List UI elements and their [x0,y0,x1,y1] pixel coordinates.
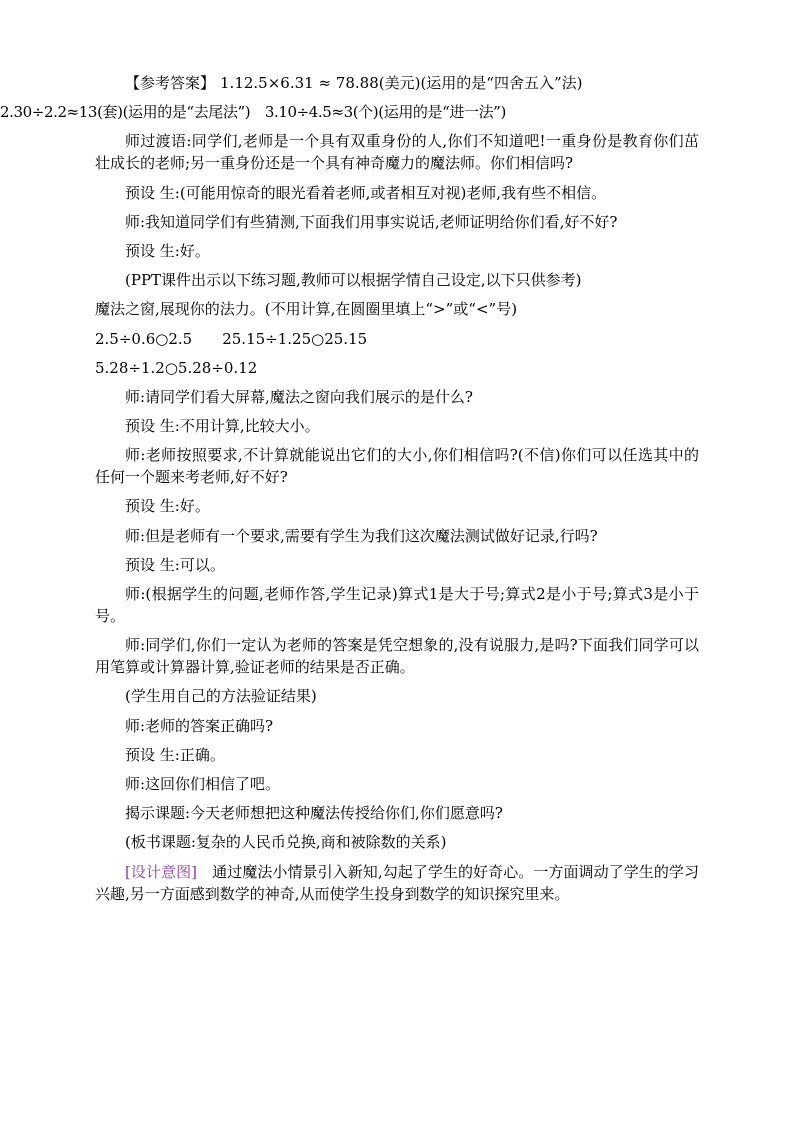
paragraph-teacher-7: 师:老师的答案正确吗? [125,716,274,735]
paragraph-ppt-note: (PPT课件出示以下练习题,教师可以根据学情自己设定,以下只供参考) [125,271,582,290]
document-body [0,72,699,912]
exercise-row-2: 5.28÷1.2○5.28÷0.12 [95,358,258,377]
paragraph-transition: 师过渡语:同学们,老师是一个具有双重身份的人,你们不知道吧!一重身份是教育你们茁壮成长的老师;另一重身份还是一个具有神奇魔力的魔法师。你们相信吗? [95,132,699,173]
paragraph-preset-6: 预设 生:正确。 [125,745,225,764]
paragraph-teacher-1: 师:我知道同学们有些猜测,下面我们用事实说话,老师证明给你们看,好不好? [125,212,618,231]
paragraph-preset-3: 预设 生:不用计算,比较大小。 [125,417,320,436]
paragraph-teacher-3: 师:老师按照要求,不计算就能说出它们的大小,你们相信吗?(不信)你们可以任选其中的任何一个题来考老师,好不好? [95,446,699,487]
paragraph-teacher-6: 师:同学们,你们一定认为老师的答案是凭空想象的,没有说服力,是吗?下面我们同学可以用笔算或计算器计算,验证老师的结果是否正确。 [95,636,699,677]
paragraph-board-topic: (板书课题:复杂的人民币兑换,商和被除数的关系) [125,833,447,852]
paragraph-preset-1: 预设 生:(可能用惊奇的眼光看着老师,或者相互对视)老师,我有些不相信。 [125,183,607,202]
answer-line-2: 2.30÷2.2≈13(套)(运用的是“去尾法”) 3.10÷4.5≈3(个)(运用的是“进一法”) [0,103,506,122]
paragraph-verify-note: (学生用自己的方法验证结果) [125,687,317,706]
design-intent-text: 通过魔法小情景引入新知,勾起了学生的好奇心。一方面调动了学生的学习兴趣,另一方面感到数学的神奇,从而使学生投身到数学的知识探究里来。 [95,862,699,903]
design-intent-tag: [设计意图] [125,862,198,881]
answer-item-1: 1.12.5×6.31 ≈ 78.88(美元)(运用的是“四舍五入”法) [220,74,583,92]
answer-line-1 [95,72,699,94]
paragraph-reveal-topic: 揭示课题:今天老师想把这种魔法传授给你们,你们愿意吗? [125,804,503,823]
paragraph-teacher-4: 师:但是老师有一个要求,需要有学生为我们这次魔法测试做好记录,行吗? [125,526,598,545]
paragraph-preset-4: 预设 生:好。 [125,497,210,516]
answer-label: 【参考答案】 [125,74,216,92]
paragraph-preset-2: 预设 生:好。 [125,241,210,260]
paragraph-preset-5: 预设 生:可以。 [125,555,225,574]
paragraph-teacher-2: 师:请同学们看大屏幕,魔法之窗向我们展示的是什么? [125,387,473,406]
design-intent [95,861,699,905]
exercise-title: 魔法之窗,展现你的法力。(不用计算,在圆圈里填上“>”或“<”号) [95,300,518,319]
paragraph-teacher-8: 师:这回你们相信了吧。 [125,774,281,793]
exercise-row-1: 2.5÷0.6○2.5 25.15÷1.25○25.15 [95,329,368,348]
paragraph-teacher-5: 师:(根据学生的问题,老师作答,学生记录)算式1是大于号;算式2是小于号;算式3是小于号。 [95,585,699,625]
